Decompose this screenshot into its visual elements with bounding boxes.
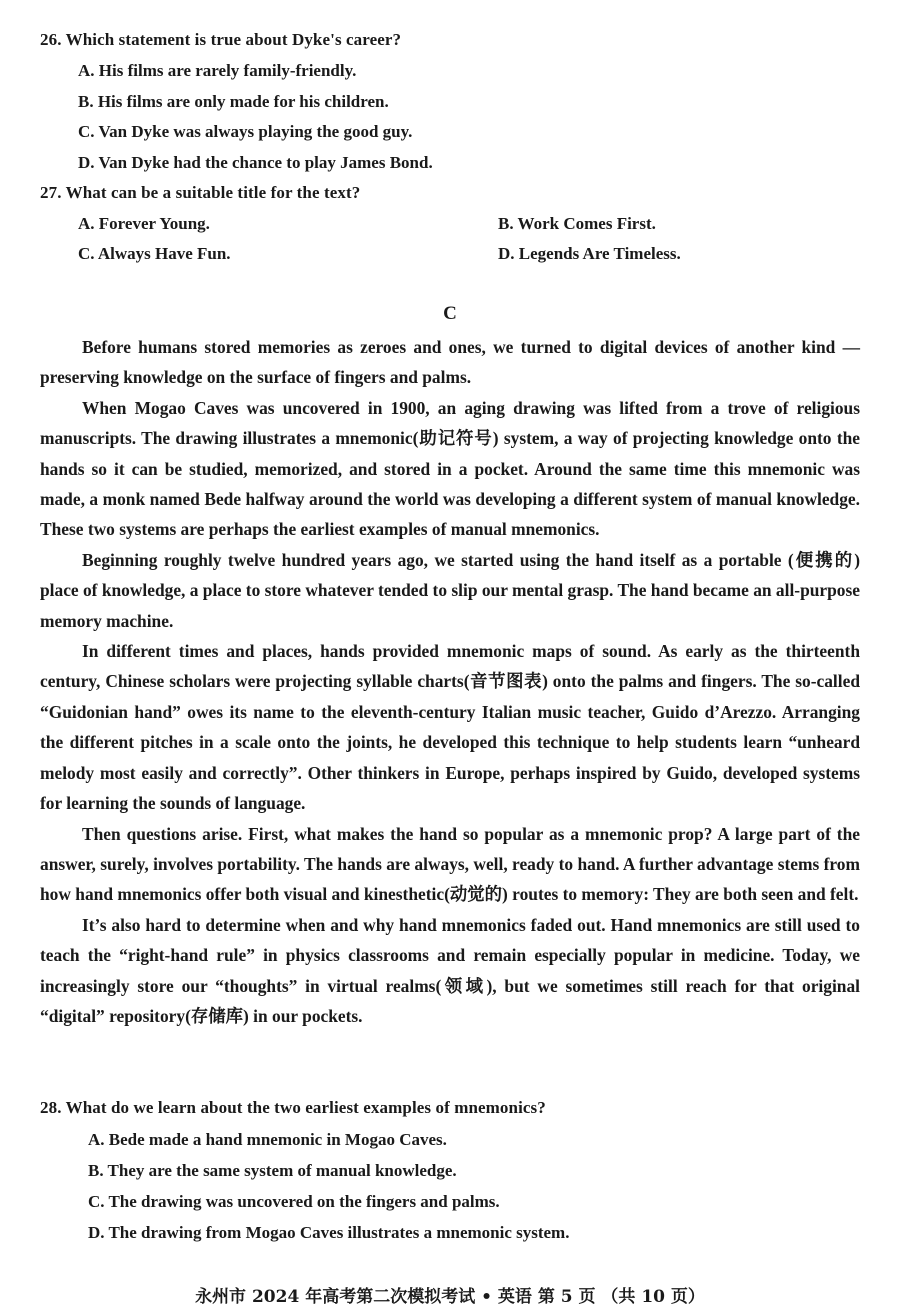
- question-26-option-b: B. His films are only made for his children.: [78, 92, 389, 111]
- passage-paragraph: It’s also hard to determine when and why hand mnemonics faded out. Hand mnemonics are still used to teach the “right-hand rule” in physics classrooms and remain especially popular in medicine. Today, we increasingly store our “thoughts” in virtual realms(领域), but we sometimes still reach for that original “digital” repository(存储库) in our pockets.: [40, 914, 860, 1026]
- question-28-option-d: D. The drawing from Mogao Caves illustrates a mnemonic system.: [88, 1223, 570, 1242]
- question-26-stem: 26. Which statement is true about Dyke's career?: [40, 30, 402, 49]
- passage-paragraph: When Mogao Caves was uncovered in 1900, an aging drawing was lifted from a trove of religious manuscripts. The drawing illustrates a mnemonic(助记符号) system, a way of projecting knowledge onto the hands so it can be studied, memorized, and stored in a pocket. Around the same time this mnemonic was made, a monk named Bede halfway around the world was developing a different system of manual knowledge. These two systems are perhaps the earliest examples of manual mnemonics.: [40, 397, 860, 540]
- section-c-heading: C: [443, 303, 457, 324]
- question-28-stem: 28. What do we learn about the two earliest examples of mnemonics?: [40, 1098, 546, 1117]
- question-27-option-d: D. Legends Are Timeless.: [498, 244, 681, 263]
- passage-paragraph: In different times and places, hands provided mnemonic maps of sound. As early as the thirteenth century, Chinese scholars were projecting syllable charts(音节图表) onto the palms and fingers. The so-called “Guidonian hand” owes its name to the eleventh-century Italian music teacher, Guido d’Arezzo. Arranging the different pitches in a scale onto the joints, he developed this technique to help students learn “unheard melody most easily and correctly”. Other thinkers in Europe, perhaps inspired by Guido, developed systems for learning the sounds of language.: [40, 641, 860, 814]
- question-28-option-c: C. The drawing was uncovered on the fingers and palms.: [88, 1192, 500, 1211]
- question-27-option-c: C. Always Have Fun.: [78, 244, 231, 263]
- question-28-option-a: A. Bede made a hand mnemonic in Mogao Caves.: [88, 1130, 447, 1149]
- passage-paragraph: Then questions arise. First, what makes the hand so popular as a mnemonic prop? A large part of the answer, surely, involves portability. The hands are always, well, ready to hand. A further advantage stems from how hand mnemonics offer both visual and kinesthetic(动觉的) routes to memory: They are both seen and felt.: [40, 823, 860, 905]
- question-27-option-b: B. Work Comes First.: [498, 214, 656, 233]
- passage-paragraph: Beginning roughly twelve hundred years ago, we started using the hand itself as a portable (便携的) place of knowledge, a place to store whatever tended to slip our mental grasp. The hand became an all-purpose memory machine.: [40, 549, 860, 631]
- question-27-option-a: A. Forever Young.: [78, 214, 210, 233]
- question-26-option-d: D. Van Dyke had the chance to play James Bond.: [78, 153, 433, 172]
- passage-paragraph: Before humans stored memories as zeroes and ones, we turned to digital devices of another kind — preserving knowledge on the surface of fingers and palms.: [40, 337, 860, 388]
- question-28-option-b: B. They are the same system of manual knowledge.: [88, 1161, 457, 1180]
- page-footer: 永州市 2024 年高考第二次模拟考试 • 英语 第 5 页 （共 10 页）: [195, 1287, 705, 1307]
- question-27-stem: 27. What can be a suitable title for the text?: [40, 183, 361, 202]
- reading-passage-c: [40, 332, 860, 1031]
- question-26-option-c: C. Van Dyke was always playing the good guy.: [78, 122, 413, 141]
- question-26-option-a: A. His films are rarely family-friendly.: [78, 61, 357, 80]
